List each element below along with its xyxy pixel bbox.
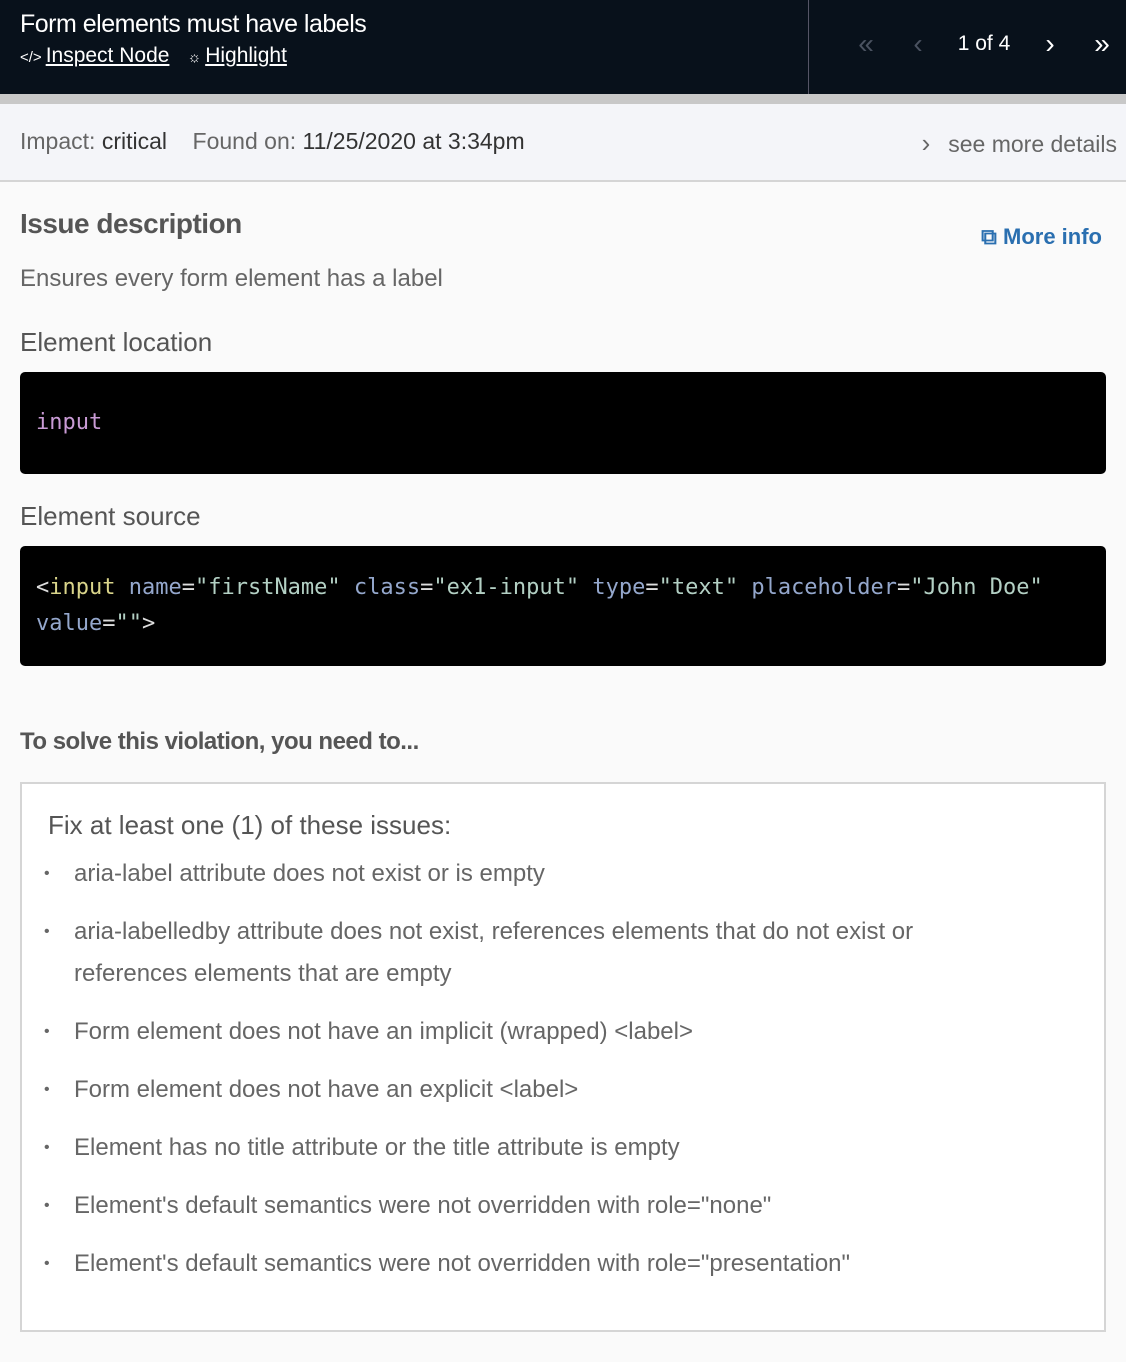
see-more-details-button[interactable]: › see more details — [921, 128, 1117, 158]
list-item: • Form element does not have an implicit (wrapped) <label> — [48, 1011, 1078, 1053]
chevron-right-icon: › — [921, 128, 931, 158]
issue-heading: Issue description — [20, 208, 242, 239]
source-code: <input name="firstName" class="ex1-input" type="text" placeholder="John Doe" value=""> — [20, 546, 1106, 666]
list-item: • aria-labelledby attribute does not exist, references elements that do not exist or references elements that are empty — [48, 911, 1078, 995]
inspect-node-link[interactable]: </> Inspect Node — [20, 44, 170, 67]
found-value: 11/25/2020 at 3:34pm — [302, 128, 525, 154]
divider — [808, 0, 809, 94]
prev-page-button[interactable]: ‹ — [913, 28, 923, 59]
divider-band — [0, 94, 1126, 104]
sun-icon: ☼ — [187, 49, 202, 66]
fix-box — [20, 782, 1106, 1332]
issue-title: Form elements must have labels — [20, 10, 367, 38]
issue-text: Ensures every form element has a label — [20, 265, 443, 292]
external-link-icon: ⧉ — [981, 224, 997, 249]
list-item: • Element has no title attribute or the title attribute is empty — [48, 1127, 1078, 1169]
fix-list — [48, 853, 1078, 1285]
more-info-link[interactable]: ⧉ More info — [981, 224, 1102, 249]
summary-bar — [0, 104, 1126, 182]
found-label: Found on: — [192, 128, 297, 154]
source-heading: Element source — [20, 501, 201, 531]
impact-label: Impact: — [20, 128, 96, 154]
next-page-button[interactable]: › — [1045, 28, 1055, 59]
page-count: 1 of 4 — [957, 32, 1011, 55]
list-item: • Element's default semantics were not overridden with role="none" — [48, 1185, 1078, 1227]
list-item: • aria-label attribute does not exist or is empty — [48, 853, 1078, 895]
code-icon: </> — [20, 49, 42, 66]
location-code: input — [20, 372, 1106, 474]
solve-heading: To solve this violation, you need to... — [20, 728, 419, 755]
header — [0, 0, 1126, 94]
impact-value: critical — [101, 128, 167, 154]
last-page-button[interactable]: » — [1094, 28, 1110, 59]
fix-box-heading: Fix at least one (1) of these issues: — [48, 810, 452, 840]
highlight-link[interactable]: ☼ Highlight — [187, 44, 287, 67]
first-page-button[interactable]: « — [858, 28, 874, 59]
list-item: • Form element does not have an explicit <label> — [48, 1069, 1078, 1111]
list-item: • Element's default semantics were not overridden with role="presentation" — [48, 1243, 1078, 1285]
location-heading: Element location — [20, 327, 213, 357]
pager — [840, 28, 1126, 60]
